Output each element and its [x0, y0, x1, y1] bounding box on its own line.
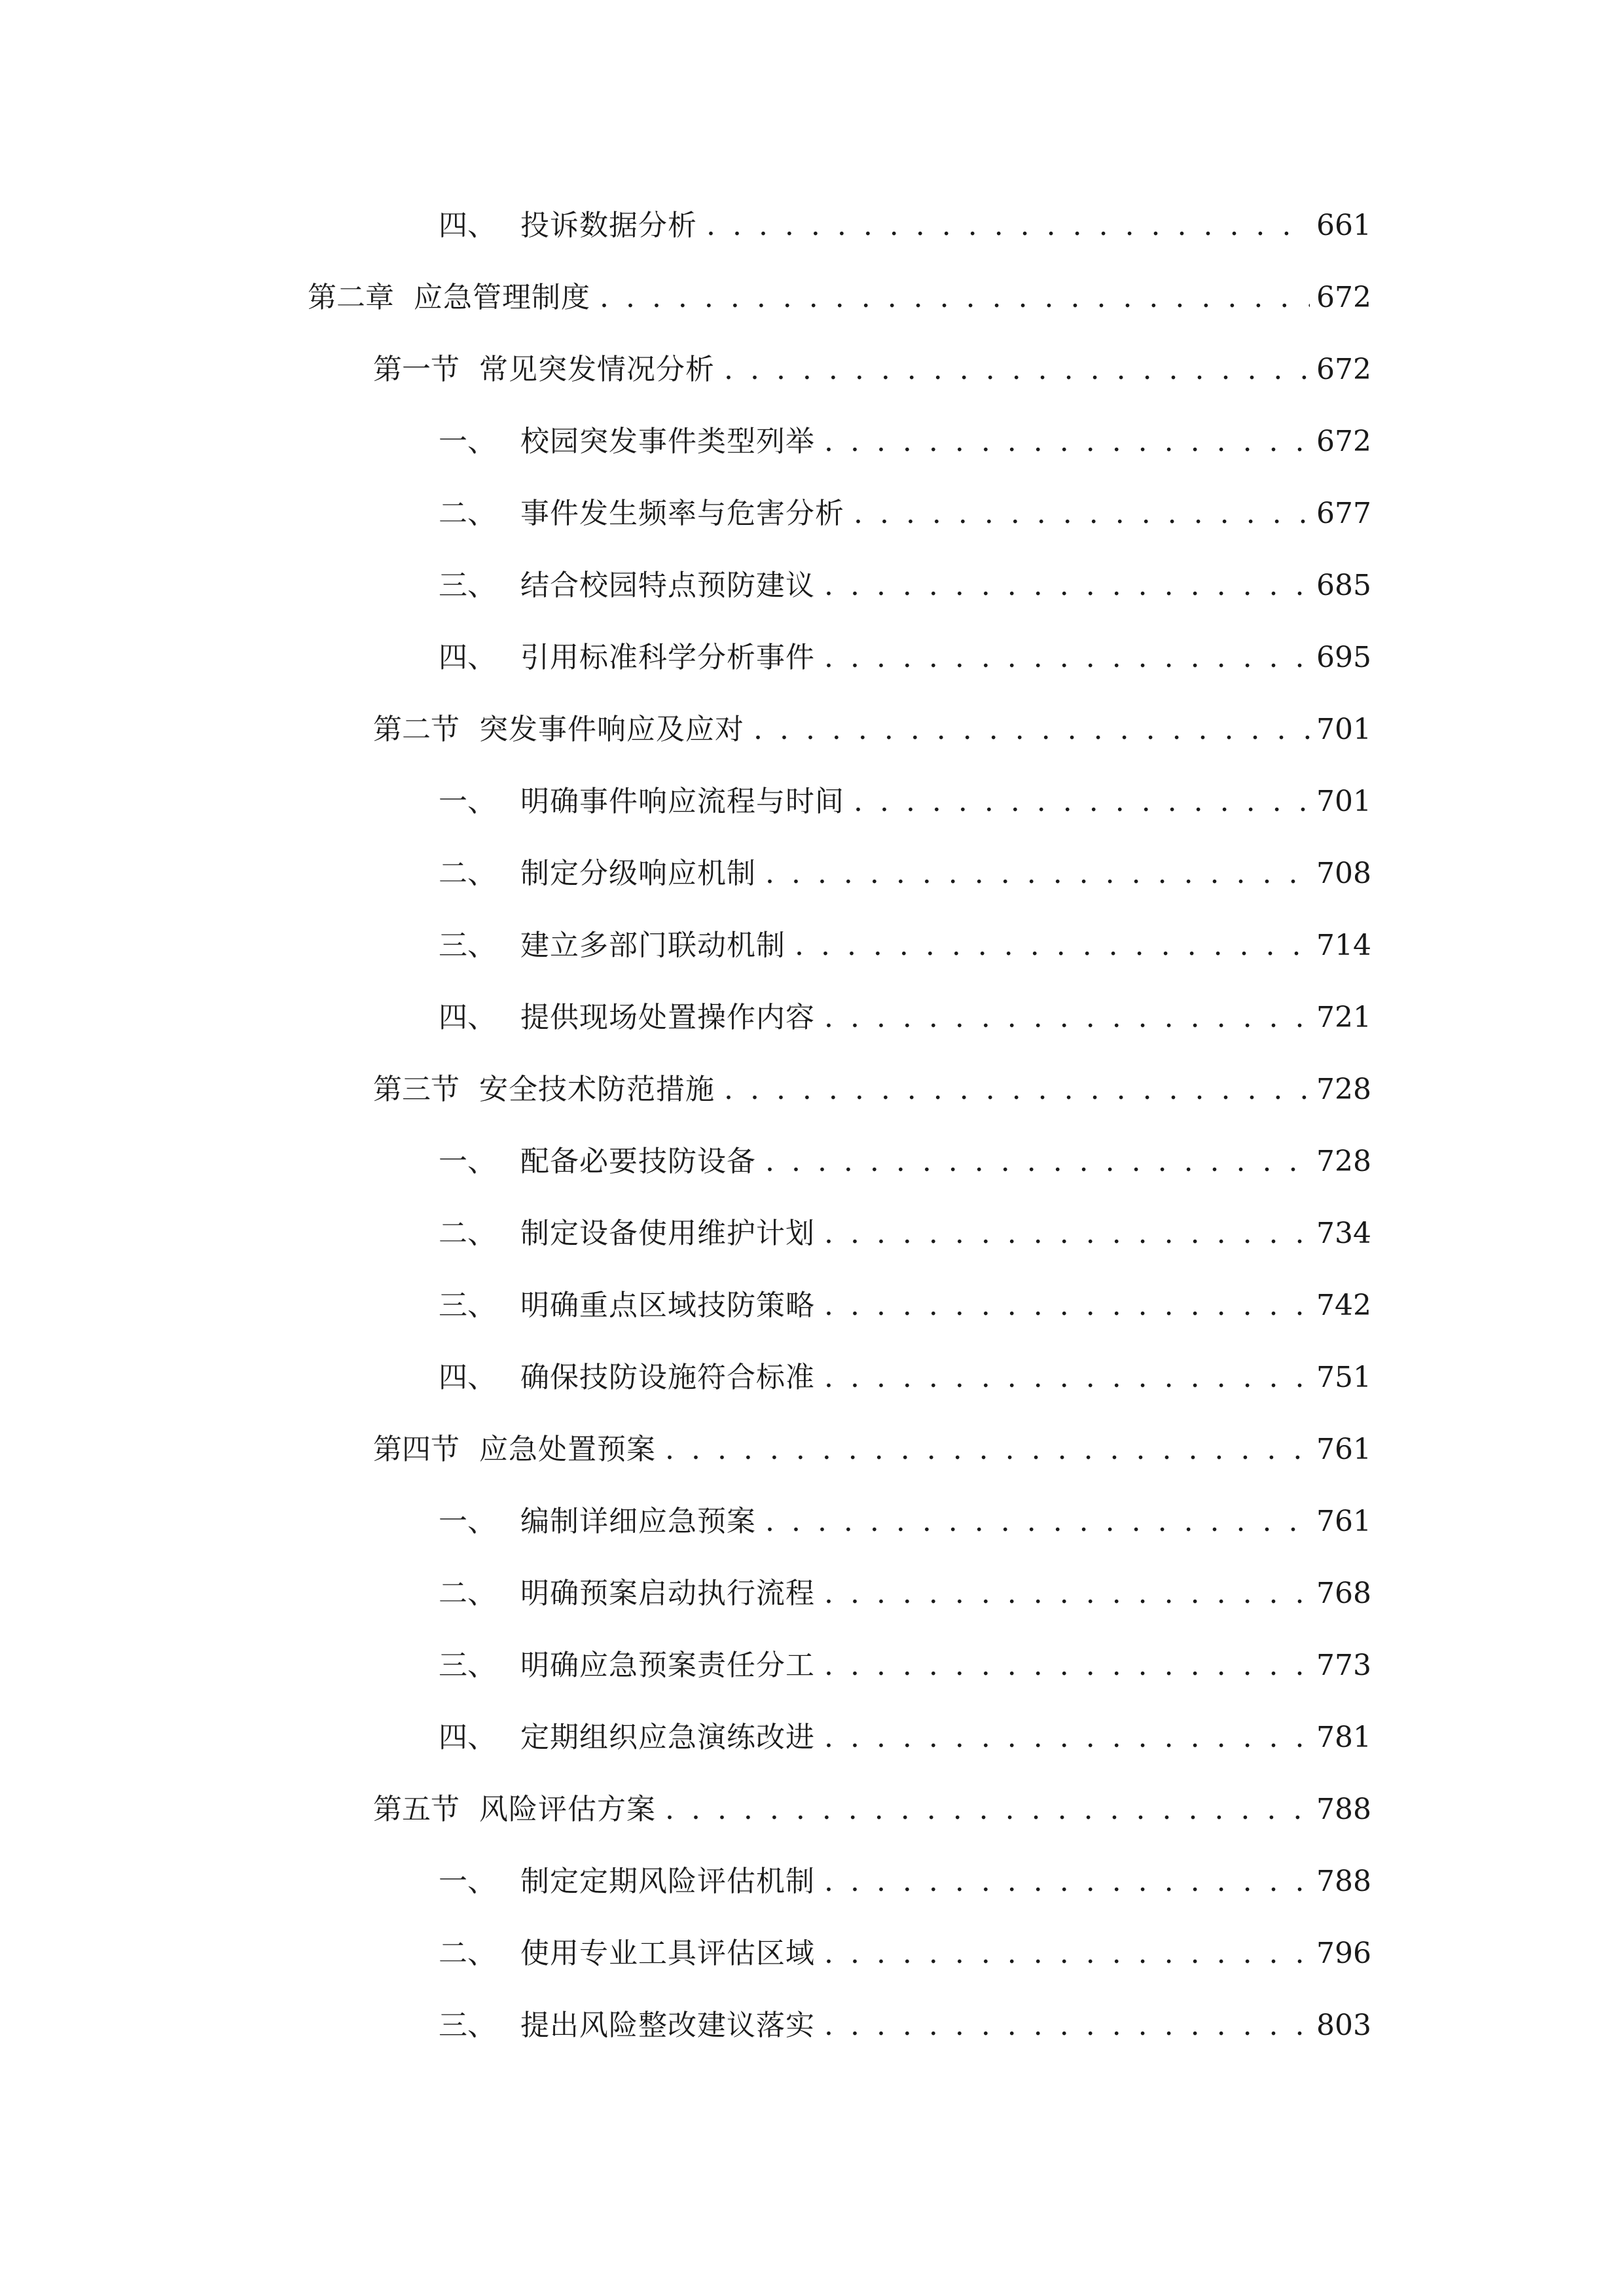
toc-dot-leader [665, 1784, 1310, 1836]
toc-entry-page-number: 773 [1316, 1649, 1371, 1682]
toc-entry-marker: 三、 [439, 1289, 496, 1322]
toc-entry-marker: 四、 [439, 1361, 496, 1394]
toc-entry-title: 引用标准科学分析事件 [520, 641, 815, 674]
toc-entry-marker: 二、 [439, 857, 496, 890]
toc-dot-leader [824, 2000, 1310, 2052]
toc-entry-marker: 第二节 [373, 713, 460, 746]
toc-entry[interactable] [439, 1928, 1369, 1980]
toc-entry[interactable] [373, 1064, 1369, 1116]
toc-entry[interactable] [439, 1280, 1369, 1332]
toc-entry-page-number: 728 [1316, 1073, 1371, 1106]
toc-dot-leader [824, 632, 1310, 684]
toc-entry[interactable] [439, 560, 1369, 612]
toc-entry-marker: 二、 [439, 1577, 496, 1610]
toc-entry-marker: 第一节 [373, 353, 460, 386]
toc-entry-marker: 四、 [439, 1721, 496, 1754]
toc-entry[interactable] [439, 2000, 1369, 2052]
toc-entry-page-number: 761 [1316, 1433, 1371, 1466]
toc-entry-page-number: 768 [1316, 1577, 1371, 1610]
toc-entry-title: 明确应急预案责任分工 [520, 1649, 815, 1682]
toc-dot-leader [753, 704, 1310, 756]
toc-entry-marker: 第二章 [308, 281, 394, 314]
toc-entry[interactable] [439, 1352, 1369, 1404]
toc-entry-marker: 第四节 [373, 1433, 460, 1466]
toc-dot-leader [824, 1280, 1310, 1332]
toc-entry-title: 建立多部门联动机制 [520, 929, 785, 962]
toc-entry-marker: 二、 [439, 497, 496, 530]
toc-dot-leader [824, 1856, 1310, 1908]
toc-entry-marker: 一、 [439, 425, 496, 458]
toc-entry-title: 结合校园特点预防建议 [520, 569, 815, 602]
toc-entry[interactable] [439, 1208, 1369, 1260]
toc-entry-marker: 一、 [439, 785, 496, 818]
toc-entry[interactable] [439, 1136, 1369, 1188]
toc-entry-title: 突发事件响应及应对 [479, 713, 744, 746]
toc-entry[interactable] [439, 200, 1369, 252]
toc-entry[interactable] [373, 1424, 1369, 1476]
toc-entry[interactable] [373, 1784, 1369, 1836]
toc-entry-title: 风险评估方案 [479, 1793, 656, 1826]
toc-dot-leader [824, 992, 1310, 1044]
toc-entry-page-number: 721 [1316, 1001, 1371, 1034]
toc-entry-page-number: 728 [1316, 1145, 1371, 1178]
toc-entry-marker: 二、 [439, 1937, 496, 1970]
toc-dot-leader [824, 416, 1310, 468]
toc-entry-page-number: 788 [1316, 1793, 1371, 1826]
toc-dot-leader [665, 1424, 1310, 1476]
toc-entry-marker: 一、 [439, 1145, 496, 1178]
toc-entry-page-number: 751 [1316, 1361, 1371, 1394]
toc-entry-title: 事件发生频率与危害分析 [520, 497, 844, 530]
toc-dot-leader [600, 272, 1310, 324]
toc-entry-page-number: 672 [1316, 281, 1371, 314]
toc-entry-page-number: 788 [1316, 1865, 1371, 1898]
toc-entry[interactable] [439, 1640, 1369, 1692]
toc-entry[interactable] [439, 1856, 1369, 1908]
toc-dot-leader [824, 1208, 1310, 1260]
toc-dot-leader [765, 848, 1310, 900]
toc-entry-marker: 一、 [439, 1865, 496, 1898]
toc-entry[interactable] [439, 416, 1369, 468]
toc-entry-page-number: 714 [1316, 929, 1371, 962]
toc-entry-title: 制定分级响应机制 [520, 857, 756, 890]
toc-dot-leader [824, 1568, 1310, 1620]
toc-entry[interactable] [439, 920, 1369, 972]
toc-entry-marker: 三、 [439, 569, 496, 602]
toc-dot-leader [824, 1928, 1310, 1980]
toc-entry-title: 明确重点区域技防策略 [520, 1289, 815, 1322]
toc-entry[interactable] [439, 488, 1369, 540]
toc-entry-page-number: 695 [1316, 641, 1371, 674]
toc-entry-marker: 第五节 [373, 1793, 460, 1826]
toc-entry-title: 明确事件响应流程与时间 [520, 785, 844, 818]
toc-entry[interactable] [373, 704, 1369, 756]
toc-entry-page-number: 661 [1316, 209, 1371, 242]
toc-entry-page-number: 677 [1316, 497, 1371, 530]
toc-entry-page-number: 761 [1316, 1505, 1371, 1538]
toc-dot-leader [765, 1496, 1310, 1548]
toc-entry-marker: 四、 [439, 209, 496, 242]
toc-entry-title: 制定设备使用维护计划 [520, 1217, 815, 1250]
toc-entry-title: 使用专业工具评估区域 [520, 1937, 815, 1970]
toc-entry-title: 提供现场处置操作内容 [520, 1001, 815, 1034]
toc-entry-title: 投诉数据分析 [520, 209, 697, 242]
toc-entry-page-number: 734 [1316, 1217, 1371, 1250]
toc-entry-title: 安全技术防范措施 [479, 1073, 715, 1106]
toc-entry-page-number: 701 [1316, 785, 1371, 818]
toc-dot-leader [706, 200, 1310, 252]
toc-entry-title: 明确预案启动执行流程 [520, 1577, 815, 1610]
toc-entry-page-number: 672 [1316, 353, 1371, 386]
toc-entry-marker: 二、 [439, 1217, 496, 1250]
toc-dot-leader [724, 344, 1310, 396]
toc-entry[interactable] [439, 1712, 1369, 1764]
toc-entry-marker: 三、 [439, 2009, 496, 2042]
toc-dot-leader [824, 1712, 1310, 1764]
toc-entry-marker: 三、 [439, 1649, 496, 1682]
toc-entry[interactable] [308, 272, 1369, 324]
toc-entry-marker: 四、 [439, 641, 496, 674]
toc-entry-page-number: 803 [1316, 2009, 1371, 2042]
toc-dot-leader [824, 1352, 1310, 1404]
toc-dot-leader [824, 560, 1310, 612]
toc-entry-title: 常见突发情况分析 [479, 353, 715, 386]
toc-dot-leader [795, 920, 1310, 972]
toc-entry[interactable] [373, 344, 1369, 396]
toc-dot-leader [824, 1640, 1310, 1692]
toc-dot-leader [854, 488, 1310, 540]
toc-entry[interactable] [439, 848, 1369, 900]
toc-entry-page-number: 796 [1316, 1937, 1371, 1970]
toc-entry[interactable] [439, 776, 1369, 828]
toc-entry-page-number: 708 [1316, 857, 1371, 890]
toc-dot-leader [854, 776, 1310, 828]
toc-entry-title: 编制详细应急预案 [520, 1505, 756, 1538]
toc-entry-page-number: 685 [1316, 569, 1371, 602]
toc-entry-title: 制定定期风险评估机制 [520, 1865, 815, 1898]
toc-entry-marker: 一、 [439, 1505, 496, 1538]
toc-dot-leader [765, 1136, 1310, 1188]
toc-entry-title: 确保技防设施符合标准 [520, 1361, 815, 1394]
toc-entry-page-number: 781 [1316, 1721, 1371, 1754]
toc-entry-marker: 三、 [439, 929, 496, 962]
toc-entry-title: 校园突发事件类型列举 [520, 425, 815, 458]
toc-entry-marker: 四、 [439, 1001, 496, 1034]
toc-entry-title: 定期组织应急演练改进 [520, 1721, 815, 1754]
toc-entry-page-number: 672 [1316, 425, 1371, 458]
toc-entry[interactable] [439, 1496, 1369, 1548]
toc-entry-title: 提出风险整改建议落实 [520, 2009, 815, 2042]
toc-entry-page-number: 742 [1316, 1289, 1371, 1322]
toc-entry[interactable] [439, 1568, 1369, 1620]
toc-entry-marker: 第三节 [373, 1073, 460, 1106]
toc-entry-title: 应急处置预案 [479, 1433, 656, 1466]
toc-dot-leader [724, 1064, 1310, 1116]
toc-entry-page-number: 701 [1316, 713, 1371, 746]
toc-entry[interactable] [439, 992, 1369, 1044]
toc-entry-title: 应急管理制度 [414, 281, 590, 314]
toc-entry-title: 配备必要技防设备 [520, 1145, 756, 1178]
toc-entry[interactable] [439, 632, 1369, 684]
